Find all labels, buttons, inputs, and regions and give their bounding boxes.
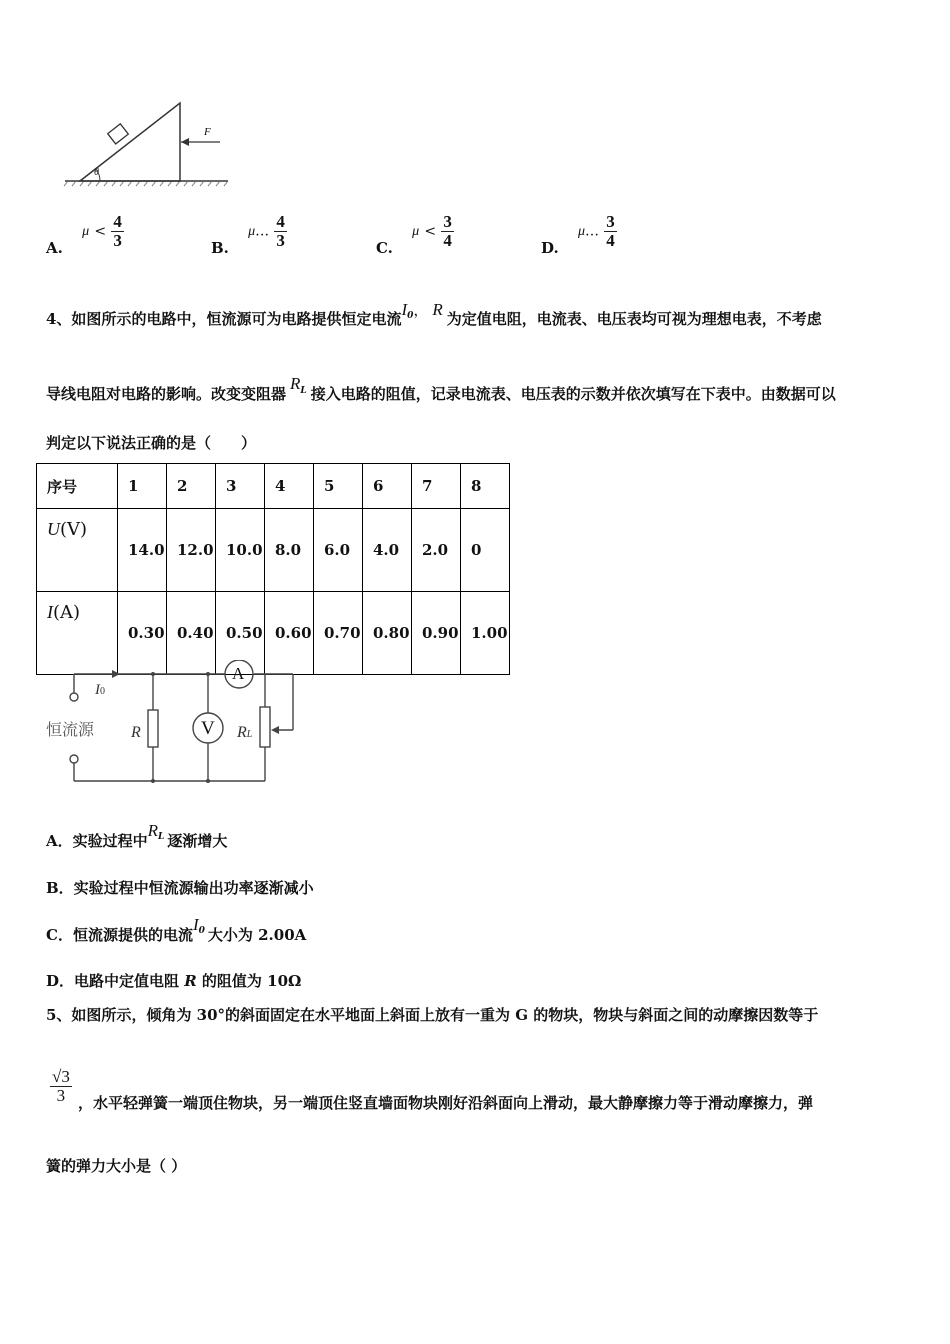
mu-symbol: μ [82,224,90,240]
fraction: $\frac{4}{3}$ [276,212,285,250]
force-label: F [204,126,211,138]
q5-line-1: 5、如图所示，倾角为 30°的斜面固定在水平地面上斜面上放有一重为 G 的物块，物块与斜面之间的动摩擦因数等于 [46,1006,819,1024]
q5-line-3: 簧的弹力大小是（ ） [46,1157,187,1175]
angle-label: θ [94,167,99,178]
table-cell: 5 [314,464,363,509]
option-letter: D. [541,239,559,258]
relation: < [94,223,107,240]
relation: … [584,223,599,240]
q4-line-2: 导线电阻对电路的影响。改变变阻器$R^L$ 接入电路的阻值，记录电流表、电压表的示数并依次填写在下表中。由数据可以 [46,374,836,403]
table-cell: 14.0 [118,509,167,592]
i0-label: I0 [95,682,105,698]
table-row [37,464,510,509]
table-cell: 0.30 [118,592,167,675]
q4-option-c[interactable]: C．恒流源提供的电流$I^0$ 大小为 2.00A [46,915,307,944]
table-cell: 0 [461,509,510,592]
q3-option-c[interactable] [376,212,454,258]
current-source-label: 恒流源 [46,720,95,739]
table-cell: 8.0 [265,509,314,592]
q3-option-a[interactable] [46,212,124,258]
table-cell: 2.0 [412,509,461,592]
q3-option-d[interactable] [541,212,617,258]
table-cell: 0.60 [265,592,314,675]
table-cell: 4 [265,464,314,509]
table-cell: 12.0 [167,509,216,592]
table-header-cell: 序号 [37,464,118,509]
table-cell: 3 [216,464,265,509]
mu-symbol: μ [577,224,585,240]
table-cell: 8 [461,464,510,509]
ammeter-label: A [232,664,245,683]
table-cell: 4.0 [363,509,412,592]
q4-option-d[interactable]: D．电路中定值电阻 R 的阻值为 10Ω [46,972,302,990]
table-cell: 2 [167,464,216,509]
incline-figure [60,95,235,190]
table-cell: 1.00 [461,592,510,675]
relation: … [255,223,270,240]
sqrt3-over-3-fraction: $\frac{√3}{3}$ [52,1067,70,1105]
q4-line-3: 判定以下说法正确的是（ ） [46,434,257,452]
q3-option-b[interactable] [211,212,287,258]
q4-line-1: 4、如图所示的电路中，恒流源可为电路提供恒定电流$I^0$， R 为定值电阻，电流表、电压表均可视为理想电表，不考虑 [46,300,822,328]
rl-label: RL [237,724,253,741]
option-letter: C. [376,239,393,258]
table-cell: 0.50 [216,592,265,675]
table-cell: 0.90 [412,592,461,675]
r-label: R [131,724,141,741]
mu-symbol: μ [412,224,420,240]
mu-symbol: μ [248,224,256,240]
table-cell: 7 [412,464,461,509]
table-header-cell: U(V) [37,509,118,592]
table-cell: 0.70 [314,592,363,675]
data-table [36,463,510,675]
voltmeter-label: V [201,718,215,739]
fraction: $\frac{3}{4}$ [443,212,452,250]
table-row [37,509,510,592]
relation: < [424,223,437,240]
q4-option-a[interactable]: A．实验过程中$R^L$ 逐渐增大 [46,821,228,850]
q4-option-b[interactable]: B．实验过程中恒流源输出功率逐渐减小 [46,879,314,897]
option-letter: A. [46,239,63,258]
q5-line-2: ，水平轻弹簧一端顶住物块，另一端顶住竖直墙面物块刚好沿斜面向上滑动，最大静摩擦力等于滑动摩擦力，弹 [78,1094,814,1112]
option-letter: B. [211,239,229,258]
fraction: $\frac{3}{4}$ [606,212,615,250]
fraction: $\frac{4}{3}$ [113,212,122,250]
table-cell: 10.0 [216,509,265,592]
table-cell: 6 [363,464,412,509]
table-cell: 0.40 [167,592,216,675]
table-header-cell: I(A) [37,592,118,675]
table-cell: 6.0 [314,509,363,592]
table-cell: 1 [118,464,167,509]
table-cell: 0.80 [363,592,412,675]
